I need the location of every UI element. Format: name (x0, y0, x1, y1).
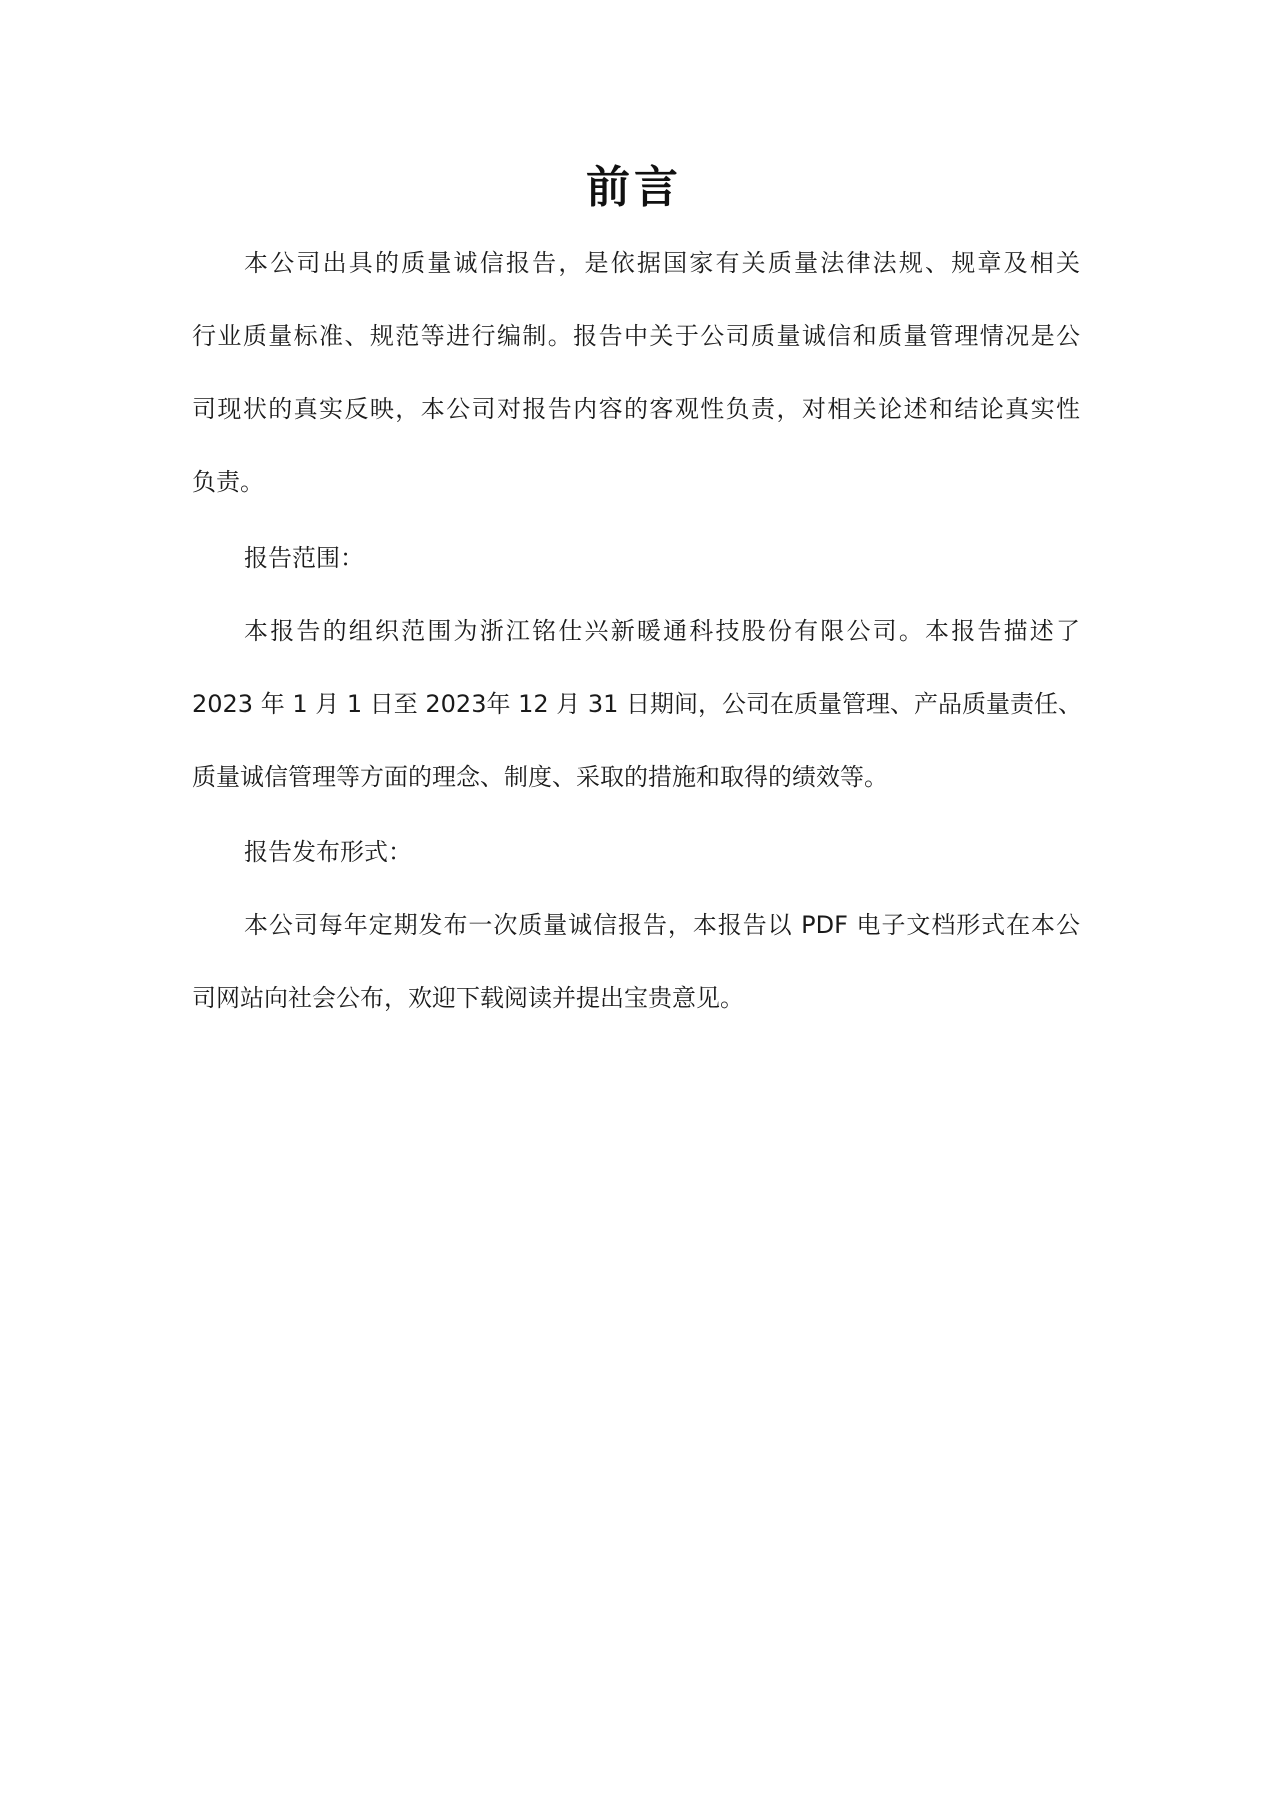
page-title: 前言 (586, 162, 682, 213)
scope-line-2: 2023 年 1 月 1 日至 2023年 12 月 31 日期间，公司在质量管理、产品质量责任、 (192, 690, 1083, 718)
scope-line-3: 质量诚信管理等方面的理念、制度、采取的措施和取得的绩效等。 (192, 763, 888, 791)
publish-heading: 报告发布形式： (244, 838, 412, 866)
publish-line-2: 司网站向社会公布，欢迎下载阅读并提出宝贵意见。 (192, 984, 744, 1012)
publish-line-1: 本公司每年定期发布一次质量诚信报告，本报告以 PDF 电子文档形式在本公 (244, 911, 1080, 939)
intro-line-2: 行业质量标准、规范等进行编制。报告中关于公司质量诚信和质量管理情况是公 (192, 322, 1080, 350)
intro-line-4: 负责。 (192, 468, 264, 496)
intro-line-1: 本公司出具的质量诚信报告，是依据国家有关质量法律法规、规章及相关 (244, 249, 1080, 277)
scope-line-1: 本报告的组织范围为浙江铭仕兴新暖通科技股份有限公司。本报告描述了 (244, 617, 1080, 645)
scope-heading: 报告范围： (244, 544, 364, 572)
intro-line-3: 司现状的真实反映，本公司对报告内容的客观性负责，对相关论述和结论真实性 (192, 395, 1080, 423)
